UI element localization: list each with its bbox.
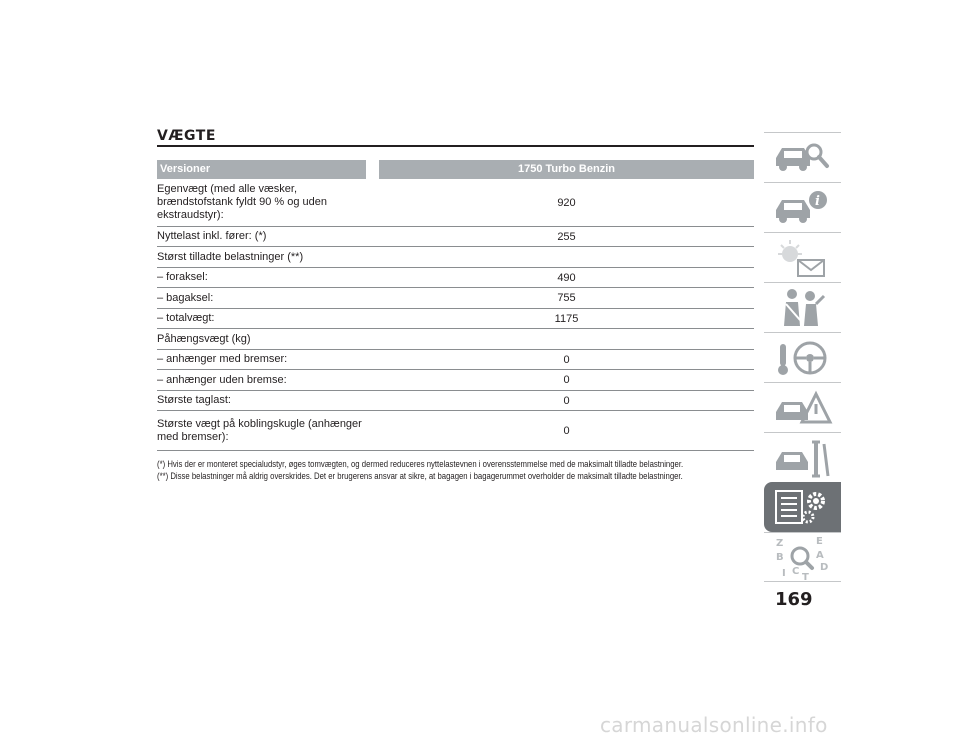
row-label: Påhængsvægt (kg) bbox=[157, 332, 251, 345]
tab-warning-lights[interactable] bbox=[764, 232, 841, 282]
chapter-sidebar bbox=[764, 132, 841, 582]
section-title: VÆGTE bbox=[157, 128, 216, 144]
weights-table bbox=[157, 160, 754, 451]
table-row bbox=[157, 370, 754, 391]
watermark: carmanualsonline.info bbox=[600, 713, 828, 737]
row-label: Størst tilladte belastninger (**) bbox=[157, 250, 304, 263]
row-value: 490 bbox=[557, 271, 576, 284]
table-row bbox=[157, 179, 754, 227]
table-row bbox=[157, 309, 754, 329]
tab-maintenance[interactable] bbox=[764, 432, 841, 482]
index-letter: C bbox=[792, 566, 800, 577]
table-row bbox=[157, 288, 754, 309]
table-header bbox=[157, 160, 754, 179]
table-row bbox=[157, 391, 754, 411]
row-value: 0 bbox=[563, 424, 570, 437]
tab-technical-data[interactable] bbox=[764, 482, 841, 532]
tab-dashboard[interactable] bbox=[764, 132, 841, 182]
index-letter: T bbox=[802, 572, 809, 580]
tab-emergency[interactable] bbox=[764, 382, 841, 432]
svg-text:i: i bbox=[815, 194, 820, 209]
footnotes bbox=[157, 458, 684, 482]
row-label: Nyttelast inkl. fører: (*) bbox=[157, 230, 267, 242]
row-value: 0 bbox=[563, 353, 570, 366]
index-letter: I bbox=[782, 568, 786, 579]
row-value: 0 bbox=[563, 394, 570, 407]
row-label: Største vægt på koblingskugle (anhænger med bremser): bbox=[157, 417, 362, 443]
row-label: Største taglast: bbox=[157, 394, 231, 406]
index-letter: Z bbox=[776, 538, 784, 549]
page-number: 169 bbox=[775, 589, 813, 610]
index-letter: B bbox=[776, 552, 784, 563]
table-row bbox=[157, 350, 754, 370]
car-search-icon bbox=[772, 136, 834, 180]
tab-starting-driving[interactable] bbox=[764, 332, 841, 382]
header-versions: Versioner bbox=[157, 160, 366, 179]
title-rule bbox=[157, 145, 754, 147]
row-label: Egenvægt (med alle væsker, brændstofstank fyldt 90 % og uden ekstraudstyr): bbox=[157, 183, 327, 221]
row-label: – anhænger uden bremse: bbox=[157, 373, 287, 386]
row-value: 0 bbox=[563, 374, 570, 386]
index-letter: A bbox=[816, 550, 824, 561]
row-label: – anhænger med bremser: bbox=[157, 353, 288, 365]
specs-gears-icon bbox=[772, 485, 834, 529]
footnote-2: (**) Disse belastninger må aldrig overskrides. Det er brugerens ansvar at sikre, at bagagen i bagagerummet overholder de maksimalt tilladte belastninger. bbox=[157, 471, 683, 481]
table-row bbox=[157, 227, 754, 247]
row-label: – bagaksel: bbox=[157, 291, 214, 304]
table-row bbox=[157, 411, 754, 451]
tab-index[interactable] bbox=[764, 532, 841, 582]
seatbelt-airbag-icon bbox=[772, 286, 834, 330]
row-value: 255 bbox=[557, 230, 576, 243]
car-service-tools-icon bbox=[772, 436, 834, 480]
key-steering-wheel-icon bbox=[772, 336, 834, 380]
table-row bbox=[157, 268, 754, 288]
index-letter: E bbox=[816, 536, 823, 547]
alphabet-index-icon bbox=[772, 536, 834, 580]
tab-safety[interactable] bbox=[764, 282, 841, 332]
car-info-icon bbox=[772, 186, 834, 230]
footnote-1: (*) Hvis der er monteret specialudstyr, øges tomvægten, og dermed reduceres nyttelastevnen i overensstemmelse med de maksimalt tilladte belastninger. bbox=[157, 459, 684, 469]
tab-know-your-car[interactable] bbox=[764, 182, 841, 232]
header-engine: 1750 Turbo Benzin bbox=[379, 160, 754, 179]
row-label: – foraksel: bbox=[157, 271, 208, 283]
table-row bbox=[157, 329, 754, 350]
row-value: 1175 bbox=[554, 312, 579, 325]
table-row bbox=[157, 247, 754, 268]
row-value: 755 bbox=[557, 292, 576, 304]
warning-light-message-icon bbox=[772, 236, 834, 280]
car-hazard-icon bbox=[772, 386, 834, 430]
row-label: – totalvægt: bbox=[157, 312, 215, 324]
row-value: 920 bbox=[557, 196, 576, 209]
sidebar-bottom-rule bbox=[764, 581, 841, 582]
index-letter: D bbox=[820, 562, 829, 573]
